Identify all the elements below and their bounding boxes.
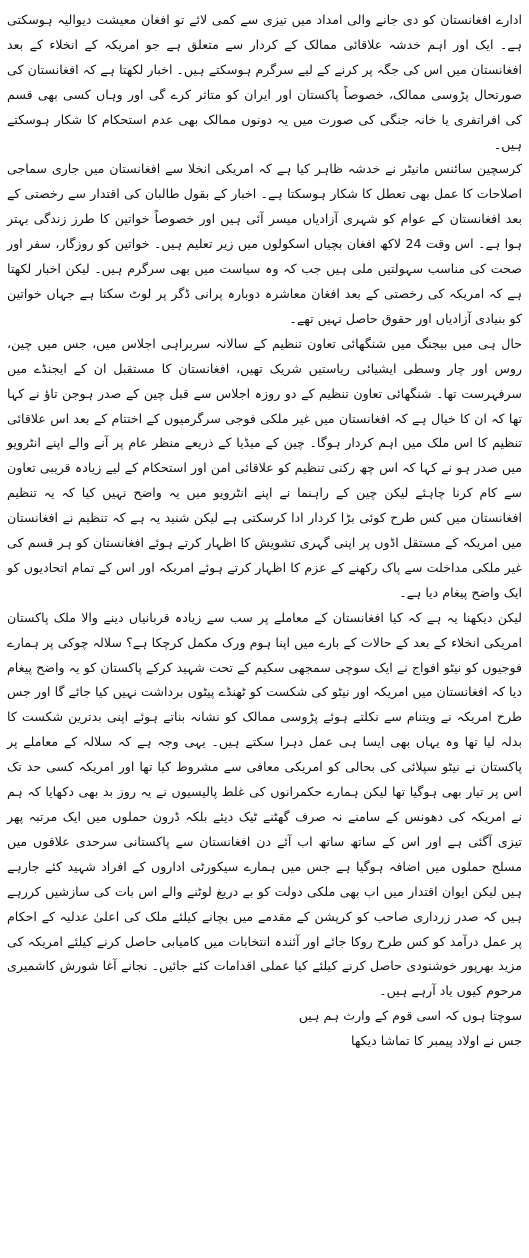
article-paragraph: لیکن دیکھنا یہ ہے کہ کیا افغانستان کے معاملے پر سب سے زیادہ قربانیاں دینے والا ملک پاکستان امریکی انخلاء کے بعد کے حالات کے بارے میں اپنا ہوم ورک مکمل کرچکا ہے؟ سلالہ چوکی پر ہمارے فوجیوں کو نیٹو افواج نے ایک سوچی سمجھی سکیم کے تحت شہید کرکے پاکستان کو یہ واضح پیغام دیا کہ افغانستان میں امریکہ اور نیٹو کی شکست کو ٹھنڈے پیٹوں برداشت نہیں کیا جائے گا اور جس طرح امریکہ نے ویتنام سے نکلتے ہوئے پڑوسی ممالک کو نشانہ بناتے ہوئے اپنی بدترین شکست کا بدلہ لیا تھا وہ یہاں بھی ایسا ہی عمل دہرا سکتے ہیں۔ یہی وجہ ہے کہ سلالہ کے معاملے پر پاکستان نے نیٹو سپلائی کی بحالی کو امریکی معافی سے مشروط کیا تھا اور امریکہ کسی حد تک اس پر تیار بھی ہوگیا تھا لیکن ہمارے حکمرانوں کی غلط پالیسیوں نے یہ روز بد بھی دکھایا کہ ہم نے امریکہ کی دھونس کے سامنے نہ صرف گھٹنے ٹیک دیئے بلکہ ڈرون حملوں میں ایک مرتبہ پھر تیزی آگئی ہے اور اس کے ساتھ ساتھ اب آئے دن افغانستان سے پاکستانی سرحدی علاقوں میں مسلح حملوں میں اضافہ ہوگیا ہے جس میں ہمارے سیکورٹی اداروں کے افراد شہید کئے جارہے ہیں لیکن ایوان اقتدار میں اب بھی ملکی دولت کو بے دریغ لوٹنے والے اس بات کی سازشیں کررہے ہیں کہ صدر زرداری صاحب کو کرپشن کے مقدمے میں بچانے کیلئے ملک کی اعلیٰ عدلیہ کے احکام پر عمل درآمد کو کس طرح روکا جائے اور آئندہ انتخابات میں کامیابی حاصل کرنے کیلئے امریکہ کی مزید بھرپور خوشنودی حاصل کرنے کیلئے کیا عملی اقدامات کئے جائیں۔ نجانے آغا شورش کاشمیری مرحوم کیوں یاد آرہے ہیں۔ bbox=[7, 609, 522, 999]
article-paragraph: حال ہی میں بیجنگ میں شنگھائی تعاون تنظیم کے سالانہ سربراہی اجلاس میں، جس میں چین، روس اور چار وسطی ایشیائی ریاستیں شریک تھیں، افغانستان کا مستقبل ان کے ایجنڈے میں سرفہرست تھا۔ شنگھائی تعاون تنظیم کے دو روزہ اجلاس سے قبل چین کے صدر ہوجن تاؤ نے کہا تھا کہ ان کا خیال ہے کہ افغانستان میں غیر ملکی فوجی سرگرمیوں کے اختتام کے بعد اس علاقائی تنظیم کا اس ملک میں اہم کردار ہوگا۔ چین کے میڈیا کے ذریعے منظر عام پر آنے والے اپنے انٹرویو میں صدر ہو نے کہا کہ اس چھ رکنی تنظیم کو علاقائی امن اور استحکام کے لیے زیادہ قریبی تعاون سے کام کرنا چاہئے لیکن چین کے راہنما نے اپنے انٹرویو میں یہ واضح نہیں کیا کہ یہ تنظیم افغانستان میں کس طرح کوئی بڑا کردار ادا کرسکتی ہے لیکن شنید یہ ہے کہ تنظیم نے افغانستان میں امریکہ کے مستقل اڈوں پر اپنی گہری تشویش کا اظہار کرتے ہوئے افغانستان کو ہر قسم کی غیر ملکی مداخلت سے پاک رکھنے کے عزم کا اظہار کرتے ہوئے امریکہ اور اس کے تمام اتحادیوں کو ایک واضح پیغام دیا ہے۔ bbox=[7, 335, 522, 600]
article-paragraph: ادارے افغانستان کو دی جانے والی امداد میں تیزی سے کمی لائے تو افغان معیشت دیوالیہ ہوسکتی ہے۔ ایک اور اہم خدشہ علاقائی ممالک کے کردار سے متعلق ہے جو امریکہ کے انخلاء کے بعد افغانستان میں اس کی جگہ پر کرنے کے لیے سرگرم ہوسکتے ہیں۔ اخبار لکھتا ہے کہ افغانستان کی صورتحال پڑوسی ممالک، خصوصاً پاکستان اور ایران کو متاثر کرے گی اور وہاں کسی بھی قسم کی افراتفری یا خانہ جنگی کی صورت میں یہ دونوں ممالک بھی عدم استحکام کا شکار ہوسکتے ہیں۔ bbox=[7, 12, 522, 152]
article-paragraph: کرسچین سائنس مانیٹر نے خدشہ ظاہر کیا ہے کہ امریکی انخلا سے افغانستان میں جاری سماجی اصلاحات کا عمل بھی تعطل کا شکار ہوسکتا ہے۔ اخبار کے بقول طالبان کی اقتدار سے رخصتی کے بعد افغانستان کے عوام کو شہری آزادیاں میسر آئی ہیں اور خصوصاً خواتین کا طرز زندگی بہتر ہوا ہے۔ اس وقت 24 لاکھ افغان بچیاں اسکولوں میں زیر تعلیم ہیں۔ خواتین کو روزگار، سفر اور صحت کی مناسب سہولتیں ملی ہیں جب کہ وہ سیاست میں بھی سرگرم ہیں۔ لیکن اخبار لکھتا ہے کہ امریکہ کی رخصتی کے بعد افغان معاشرہ دوبارہ پرانی ڈگر پر لوٹ سکتا ہے جہاں خواتین کو بنیادی آزادیاں اور حقوق حاصل نہیں تھے۔ bbox=[7, 161, 523, 326]
verse-line: سوچتا ہوں کہ اسی قوم کے وارث ہم ہیں bbox=[298, 1008, 522, 1024]
verse-line: جس نے اولاد پیمبر کا تماشا دیکھا bbox=[350, 1033, 522, 1049]
